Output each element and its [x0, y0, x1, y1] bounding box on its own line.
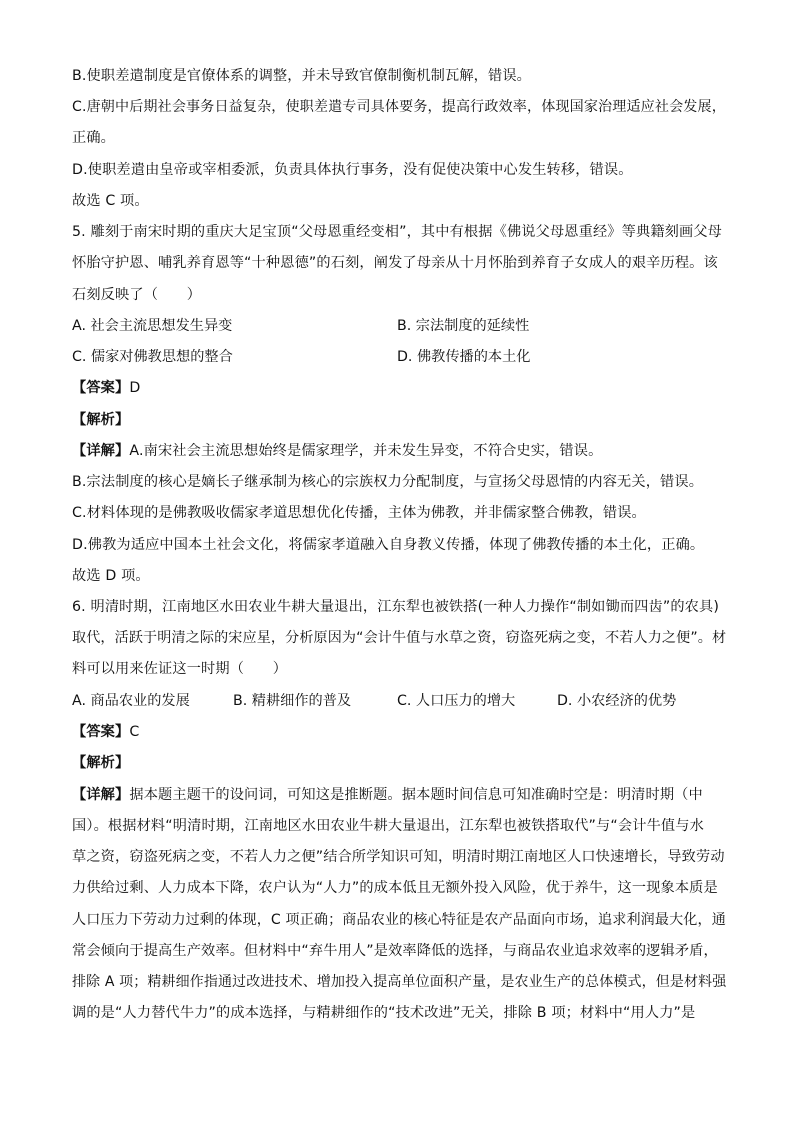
q5-choose: 故选 D 项。	[72, 568, 150, 584]
q5-detail-a	[72, 441, 602, 461]
q6-stem-line2: 取代，活跃于明清之际的宋应星，分析原因为“会计牛值与水草之资，窃盗死病之变，不若人力之便”。材	[72, 630, 727, 646]
q6-detail-line4: 力供给过剩、人力成本下降，农户认为“人力”的成本低且无额外投入风险，优于养牛，这一现象本质是	[72, 880, 718, 896]
q6-analysis-label: 【解析】	[72, 755, 130, 771]
q6-detail-label: 【详解】	[72, 787, 130, 803]
q5-detail-label: 【详解】	[72, 443, 130, 459]
q6-option-b: B. 精耕细作的普及	[233, 693, 352, 709]
q6-option-a: A. 商品农业的发展	[72, 693, 190, 709]
q5-answer-line	[72, 378, 140, 398]
q5-detail-b: B.宗法制度的核心是嫡长子继承制为核心的宗族权力分配制度，与宣扬父母恩情的内容无关，错误。	[72, 474, 704, 490]
q5-option-c: C. 儒家对佛教思想的整合	[72, 349, 233, 365]
q6-stem-line3: 料可以用来佐证这一时期（ ）	[72, 661, 288, 677]
q6-detail-line8: 调的是“人力替代牛力”的成本选择，与精耕细作的“技术改进”无关，排除 B 项；材料中“用人力”是	[72, 1005, 696, 1021]
q6-detail-line3: 草之资，窃盗死病之变，不若人力之便”结合所学知识可知，明清时期江南地区人口快速增长，导致劳动	[72, 849, 725, 865]
q5-stem: 5. 雕刻于南宋时期的重庆大足宝顶“父母恩重经变相”，其中有根据《佛说父母恩重经》等典籍刻画父母	[72, 224, 723, 240]
q6-detail-line7: 排除 A 项；精耕细作指通过改进技术、增加投入提高单位面积产量，是农业生产的总体模式，但是材料强	[72, 974, 727, 990]
q4-choose: 故选 C 项。	[72, 193, 149, 209]
q5-option-a: A. 社会主流思想发生异变	[72, 318, 233, 334]
q6-option-c: C. 人口压力的增大	[397, 693, 516, 709]
q4-option-b-analysis: B.使职差遣制度是官僚体系的调整，并未导致官僚制衡机制瓦解，错误。	[72, 68, 532, 84]
q6-detail-line1	[72, 785, 703, 805]
q4-option-c-analysis-cont: 正确。	[72, 130, 116, 146]
q6-detail-line6: 常会倾向于提高生产效率。但材料中“弃牛用人”是效率降低的选择，与商品农业追求效率的逻辑矛盾，	[72, 943, 718, 959]
q5-option-d: D. 佛教传播的本土化	[397, 349, 531, 365]
q5-detail-c: C.材料体现的是佛教吸收儒家孝道思想优化传播，主体为佛教，并非儒家整合佛教，错误。	[72, 505, 646, 521]
q6-detail-line2: 国）。根据材料“明清时期，江南地区水田农业牛耕大量退出，江东犁也被铁搭取代”与“会计牛值与水	[72, 818, 704, 834]
q5-detail-d: D.佛教为适应中国本土社会文化，将儒家孝道融入自身教义传播，体现了佛教传播的本土化，正确。	[72, 537, 705, 553]
q5-analysis-label: 【解析】	[72, 412, 130, 428]
q6-detail-text-1: 据本题主题干的设问词，可知这是推断题。据本题时间信息可知准确时空是：明清时期（中	[129, 787, 703, 803]
q5-answer-label: 【答案】	[72, 380, 130, 396]
q6-answer: C	[129, 724, 140, 740]
q5-stem-line3: 石刻反映了（ ）	[72, 287, 202, 303]
q4-option-c-analysis: C.唐朝中后期社会事务日益复杂，使职差遣专司具体要务，提高行政效率，体现国家治理适应社会发展，	[72, 99, 726, 115]
q5-option-b: B. 宗法制度的延续性	[397, 318, 530, 334]
q5-answer: D	[129, 380, 141, 396]
q6-answer-line	[72, 722, 139, 742]
q6-detail-line5: 人口压力下劳动力过剩的体现，C 项正确；商品农业的核心特征是农产品面向市场，追求利润最大化，通	[72, 912, 726, 928]
q4-option-d-analysis: D.使职差遣由皇帝或宰相委派，负责具体执行事务，没有促使决策中心发生转移，错误。	[72, 162, 633, 178]
q5-stem-line2: 怀胎守护恩、哺乳养育恩等“十种恩德”的石刻，阐发了母亲从十月怀胎到养育子女成人的艰辛历程。该	[72, 255, 718, 271]
q6-option-d: D. 小农经济的优势	[557, 693, 677, 709]
q6-stem: 6. 明清时期，江南地区水田农业牛耕大量退出，江东犁也被铁搭(一种人力操作“制如锄而四齿”的农具)	[72, 599, 720, 615]
q5-detail-a-text: A.南宋社会主流思想始终是儒家理学，并未发生异变，不符合史实，错误。	[129, 443, 603, 459]
q6-answer-label: 【答案】	[72, 724, 130, 740]
